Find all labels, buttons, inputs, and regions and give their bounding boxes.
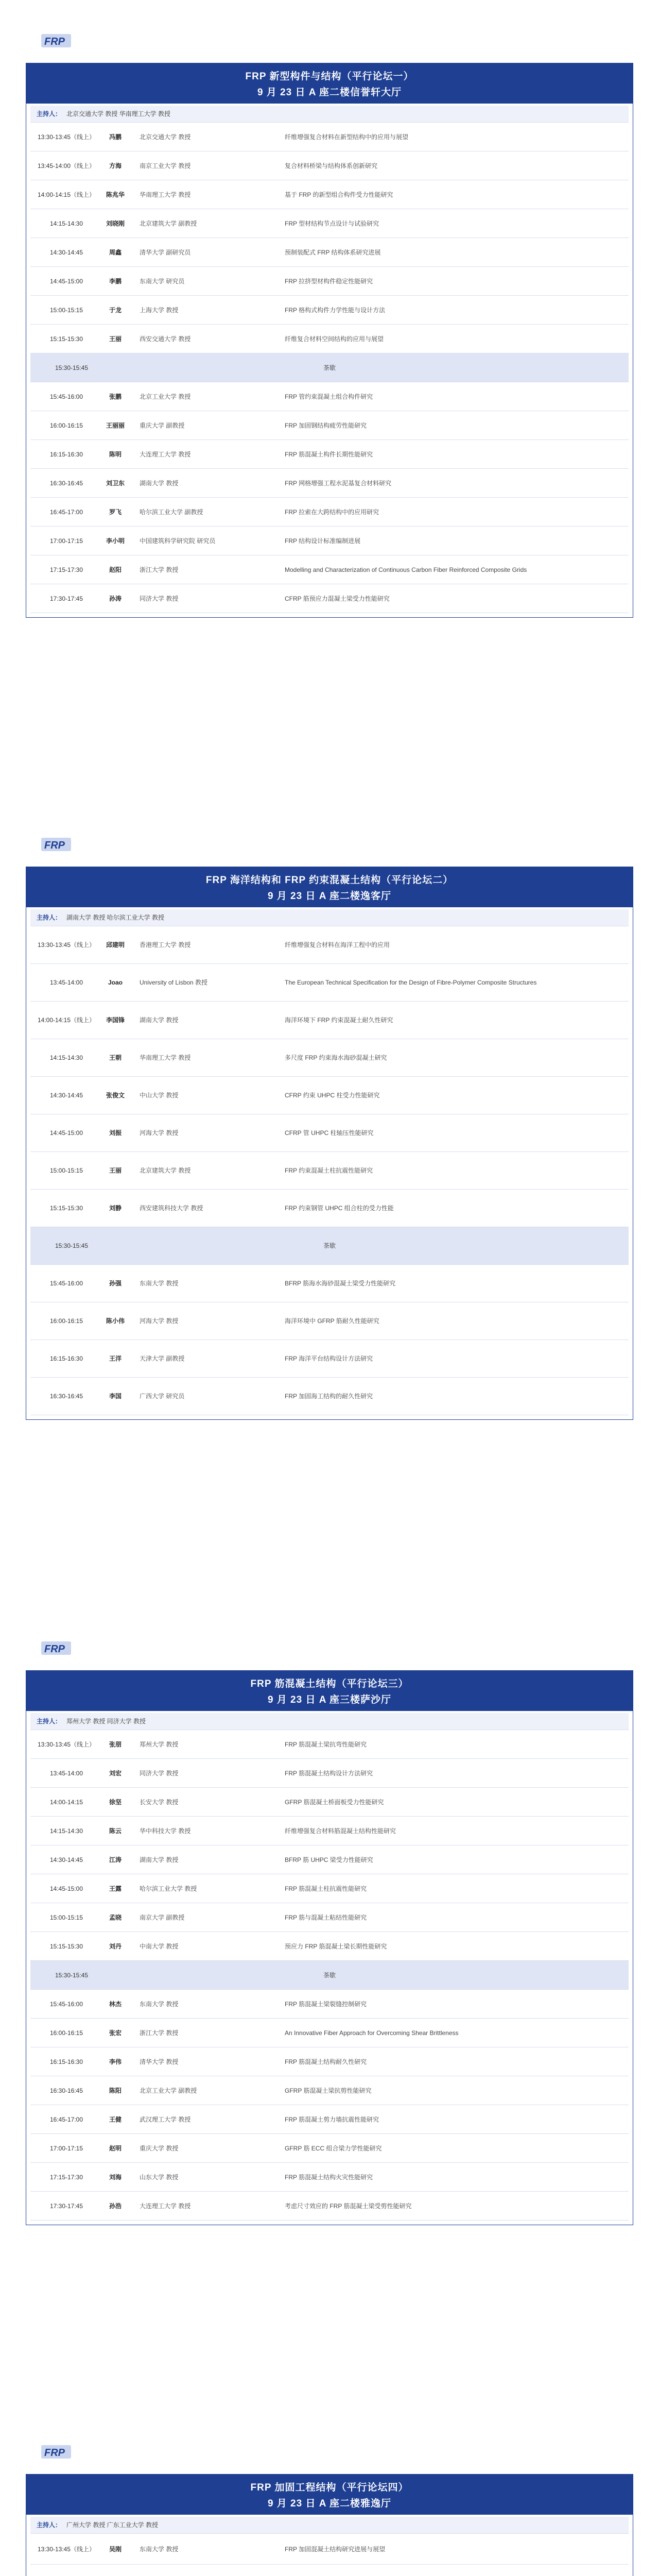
talk-time: 17:30-17:45 — [49, 2202, 83, 2210]
frp-logo-text: FRP — [44, 2447, 65, 2459]
speaker-name: 王丽 — [109, 1167, 122, 1174]
speaker-name: 陈阳 — [109, 2087, 122, 2094]
talk-title: 考虑尺寸效应的 FRP 筋混凝土梁受剪性能研究 — [285, 2202, 412, 2210]
talk-time: 16:30-16:45 — [49, 479, 83, 487]
speaker-org: 长安大学 教授 — [140, 1798, 179, 1806]
speaker-name: 刘宏 — [109, 1769, 122, 1777]
talk-time: 15:45-16:00 — [49, 1280, 83, 1287]
table-row — [30, 1265, 629, 1302]
table-row — [30, 498, 629, 527]
speaker-org: 哈尔滨工业大学 教授 — [140, 1885, 197, 1892]
speaker-name: 陈兆华 — [106, 191, 125, 198]
speaker-org: 北京建筑大学 教授 — [140, 1167, 191, 1174]
speaker-org: 哈尔滨工业大学 副教授 — [140, 508, 203, 516]
speaker-org: University of Lisbon 教授 — [140, 979, 208, 986]
speaker-name: 徐坚 — [109, 1798, 122, 1806]
talk-title: FRP 海洋平台结构设计方法研究 — [285, 1355, 373, 1362]
speaker-name: 张俊文 — [106, 1092, 125, 1099]
table-row — [30, 325, 629, 353]
session-card — [26, 2474, 633, 2576]
talk-time: 16:45-17:00 — [49, 508, 83, 516]
session-table — [26, 907, 633, 1419]
table-row — [30, 209, 629, 238]
frp-logo-icon — [41, 1639, 74, 1657]
talk-title: GFRP 筋混凝土桥面板受力性能研究 — [285, 1798, 384, 1806]
talk-time: 16:15-16:30 — [49, 450, 83, 458]
talk-time: 16:30-16:45 — [49, 2087, 83, 2094]
speaker-org: 重庆大学 教授 — [140, 2144, 179, 2152]
talk-time: 16:00-16:15 — [49, 2029, 83, 2037]
chair-label: 主持人： — [37, 914, 62, 921]
speaker-org: 华中科技大学 教授 — [140, 1827, 191, 1835]
speaker-name: 王洋 — [109, 1355, 122, 1362]
speaker-name: 张鹏 — [109, 393, 122, 400]
frp-logo-text: FRP — [44, 840, 65, 851]
talk-title: FRP 型材结构节点设计与试验研究 — [285, 219, 379, 227]
speaker-name: 王露 — [109, 1885, 122, 1892]
talk-title: FRP 筋混凝土构件长期性能研究 — [285, 450, 373, 458]
speaker-org: 北京工业大学 教授 — [140, 393, 191, 400]
table-row — [30, 2105, 629, 2134]
table-row — [30, 926, 629, 964]
session-card — [26, 63, 633, 618]
talk-title: 复合材料桥梁与结构体系创新研究 — [285, 162, 378, 170]
session-card — [26, 867, 633, 1420]
session-title: FRP 海洋结构和 FRP 约束混凝土结构（平行论坛二） — [205, 875, 454, 886]
table-row — [30, 1190, 629, 1227]
speaker-org: 南京工业大学 教授 — [140, 162, 191, 170]
speaker-org: 中国建筑科学研究院 研究员 — [140, 537, 216, 545]
talk-time: 14:45-15:00 — [49, 1129, 83, 1137]
speaker-org: 浙江大学 教授 — [140, 2029, 179, 2037]
talk-time: 13:30-13:45（线上） — [37, 133, 96, 141]
speaker-name: 邱建明 — [106, 941, 125, 948]
talk-title: FRP 加固海工结构的耐久性研究 — [285, 1393, 373, 1400]
speaker-name: 冯鹏 — [109, 133, 122, 141]
speaker-name: 王朝 — [109, 1054, 122, 1061]
speaker-org: 大连理工大学 教授 — [140, 450, 191, 458]
talk-title: CFRP 管 UHPC 柱轴压性能研究 — [285, 1129, 374, 1137]
speaker-org: 东南大学 研究员 — [140, 277, 185, 285]
speaker-name: 刘静 — [109, 1205, 122, 1212]
talk-time: 13:30-13:45（线上） — [37, 2545, 96, 2553]
session-title: FRP 新型构件与结构（平行论坛一） — [245, 71, 414, 82]
speaker-org: 华南理工大学 教授 — [140, 191, 191, 198]
speaker-org: 武汉理工大学 教授 — [140, 2115, 191, 2123]
talk-time: 16:15-16:30 — [49, 1355, 83, 1362]
speaker-org: 郑州大学 教授 — [140, 1740, 179, 1748]
table-row — [30, 2076, 629, 2105]
chair-label: 主持人： — [37, 1718, 62, 1725]
speaker-org: 湖南大学 教授 — [140, 479, 179, 487]
speaker-name: 陈明 — [109, 450, 122, 458]
table-row — [30, 2565, 629, 2576]
talk-title: The European Technical Specification for the Design of Fibre-Polymer Composite Structures — [285, 979, 537, 986]
talk-title: FRP 加固钢结构疲劳性能研究 — [285, 421, 367, 429]
talk-time: 15:45-16:00 — [49, 2000, 83, 2008]
table-row — [30, 1039, 629, 1077]
talk-title: BFRP 筋海水海砂混凝土梁受力性能研究 — [285, 1280, 396, 1287]
frp-logo-icon — [41, 2443, 74, 2461]
table-row — [30, 123, 629, 151]
frp-logo — [41, 836, 74, 853]
talk-title: FRP 筋混凝土结构设计方法研究 — [285, 1769, 373, 1777]
talk-title: FRP 管约束混凝土组合构件研究 — [285, 393, 373, 400]
speaker-org: 西安建筑科技大学 教授 — [140, 1205, 203, 1212]
session-title: FRP 筋混凝土结构（平行论坛三） — [250, 1679, 409, 1689]
frp-logo — [41, 32, 74, 49]
break-row — [30, 1227, 629, 1265]
talk-time: 14:00-14:15 — [49, 1798, 83, 1806]
table-row — [30, 1759, 629, 1788]
session-title: FRP 加固工程结构（平行论坛四） — [250, 2482, 409, 2493]
speaker-name: 赵阳 — [109, 566, 122, 573]
table-row — [30, 267, 629, 296]
speaker-name: 王丽 — [109, 335, 122, 343]
talk-title: FRP 网格增强工程水泥基复合材料研究 — [285, 479, 392, 487]
talk-time: 14:30-14:45 — [49, 1092, 83, 1099]
speaker-org: 西安交通大学 教授 — [140, 335, 191, 343]
speaker-org: 南京大学 副教授 — [140, 1913, 185, 1921]
speaker-org: 北京交通大学 教授 — [140, 133, 191, 141]
speaker-name: 李国锋 — [106, 1016, 125, 1024]
session-subtitle: 9 月 23 日 A 座二楼逸客厅 — [267, 891, 392, 902]
speaker-org: 山东大学 教授 — [140, 2173, 179, 2181]
table-row — [30, 1077, 629, 1114]
chair-names: 北京交通大学 教授 华南理工大学 教授 — [66, 110, 171, 117]
break-time: 15:30-15:45 — [55, 364, 89, 371]
speaker-name: 刘丹 — [109, 1942, 122, 1950]
talk-time: 13:45-14:00 — [49, 1769, 83, 1777]
speaker-name: 林杰 — [109, 2000, 122, 2008]
talk-title: FRP 筋混凝土梁抗弯性能研究 — [285, 1740, 367, 1748]
speaker-name: 陈云 — [109, 1827, 122, 1835]
session-header — [26, 63, 633, 104]
table-row — [30, 1002, 629, 1039]
speaker-org: 湖南大学 教授 — [140, 1856, 179, 1863]
speaker-name: 孙强 — [109, 1280, 122, 1287]
talk-title: FRP 筋混凝土结构火灾性能研究 — [285, 2173, 373, 2181]
speaker-name: 李鹏 — [109, 277, 122, 285]
table-row — [30, 1730, 629, 1759]
talk-time: 13:45-14:00（线上） — [37, 162, 96, 170]
speaker-name: Joao — [108, 979, 123, 986]
table-row — [30, 1874, 629, 1903]
talk-time: 16:45-17:00 — [49, 2115, 83, 2123]
talk-time: 14:15-14:30 — [49, 1054, 83, 1061]
speaker-name: 吴刚 — [109, 2545, 122, 2553]
table-row — [30, 1990, 629, 2019]
speaker-org: 同济大学 教授 — [140, 595, 179, 602]
session-table — [26, 104, 633, 617]
speaker-org: 东南大学 教授 — [140, 2000, 179, 2008]
talk-title: FRP 加固混凝土结构研究进展与展望 — [285, 2545, 386, 2553]
speaker-name: 周鑫 — [109, 248, 122, 256]
talk-title: FRP 格构式构件力学性能与设计方法 — [285, 306, 386, 314]
speaker-name: 刘卫东 — [106, 479, 125, 487]
speaker-name: 孟晓 — [109, 1913, 122, 1921]
speaker-name: 李伟 — [109, 2058, 122, 2065]
talk-time: 14:00-14:15（线上） — [37, 1016, 96, 1024]
table-row — [30, 964, 629, 1002]
table-row — [30, 1114, 629, 1152]
break-label: 茶歇 — [323, 1242, 336, 1249]
table-row — [30, 527, 629, 555]
talk-time: 13:30-13:45（线上） — [37, 941, 96, 948]
session-subtitle: 9 月 23 日 A 座二楼信誉轩大厅 — [257, 87, 402, 98]
talk-time: 15:00-15:15 — [49, 306, 83, 314]
talk-time: 17:15-17:30 — [49, 2173, 83, 2181]
speaker-name: 孙涛 — [109, 595, 122, 602]
chair-names: 广州大学 教授 广东工业大学 教授 — [66, 2521, 159, 2529]
table-row — [30, 296, 629, 325]
talk-title: 纤维增强复合材料在新型结构中的应用与展望 — [285, 133, 409, 141]
talk-title: FRP 约束钢管 UHPC 组合柱的受力性能 — [285, 1205, 394, 1212]
table-row — [30, 1152, 629, 1190]
talk-time: 14:00-14:15（线上） — [37, 191, 96, 198]
talk-title: 海洋环境中 GFRP 筋耐久性能研究 — [285, 1317, 379, 1325]
table-row — [30, 411, 629, 440]
talk-title: 纤维增强复合材料在海洋工程中的应用 — [285, 941, 390, 948]
session-section — [0, 804, 659, 1607]
speaker-name: 王健 — [109, 2115, 122, 2123]
break-time: 15:30-15:45 — [55, 1242, 89, 1249]
table-row — [30, 1932, 629, 1961]
speaker-name: 李小明 — [106, 537, 125, 545]
talk-title: 预制装配式 FRP 结构体系研究进展 — [285, 248, 381, 256]
speaker-name: 罗飞 — [109, 508, 122, 516]
talk-title: FRP 筋混凝土剪力墙抗震性能研究 — [285, 2115, 379, 2123]
table-row — [30, 2163, 629, 2192]
table-row — [30, 382, 629, 411]
speaker-org: 北京建筑大学 副教授 — [140, 219, 197, 227]
talk-title: FRP 拉索在大跨结构中的应用研究 — [285, 508, 379, 516]
speaker-name: 刘振 — [109, 1129, 122, 1137]
talk-time: 16:15-16:30 — [49, 2058, 83, 2065]
break-time: 15:30-15:45 — [55, 1971, 89, 1979]
session-section — [0, 0, 659, 804]
speaker-org: 重庆大学 副教授 — [140, 421, 185, 429]
speaker-org: 北京工业大学 副教授 — [140, 2087, 197, 2094]
table-row — [30, 2019, 629, 2047]
talk-title: CFRP 筋预应力混凝土梁受力性能研究 — [285, 595, 390, 602]
chair-names: 湖南大学 教授 哈尔滨工业大学 教授 — [66, 914, 165, 921]
speaker-name: 张宏 — [109, 2029, 122, 2037]
talk-time: 15:15-15:30 — [49, 1205, 83, 1212]
frp-logo-icon — [41, 32, 74, 49]
speaker-name: 刘晓刚 — [106, 219, 125, 227]
speaker-org: 中南大学 教授 — [140, 1942, 179, 1950]
talk-title: BFRP 筋 UHPC 梁受力性能研究 — [285, 1856, 373, 1863]
table-row — [30, 555, 629, 584]
frp-logo-text: FRP — [44, 1643, 65, 1655]
talk-title: GFRP 筋混凝土梁抗剪性能研究 — [285, 2087, 372, 2094]
table-row — [30, 1817, 629, 1845]
table-row — [30, 1845, 629, 1874]
talk-title: 基于 FRP 的新型组合构件受力性能研究 — [285, 191, 393, 198]
talk-title: FRP 约束混凝土柱抗震性能研究 — [285, 1167, 373, 1174]
talk-time: 15:45-16:00 — [49, 393, 83, 400]
table-row — [30, 2534, 629, 2565]
speaker-org: 湖南大学 教授 — [140, 1016, 179, 1024]
table-row — [30, 1340, 629, 1378]
session-chairs — [30, 2517, 629, 2534]
speaker-org: 天津大学 副教授 — [140, 1355, 185, 1362]
talk-time: 17:00-17:15 — [49, 537, 83, 545]
talk-title: 预应力 FRP 筋混凝土梁长期性能研究 — [285, 1942, 387, 1950]
talk-title: FRP 筋混凝土梁裂缝控制研究 — [285, 2000, 367, 2008]
talk-time: 16:00-16:15 — [49, 421, 83, 429]
speaker-org: 浙江大学 教授 — [140, 566, 179, 573]
talk-time: 14:30-14:45 — [49, 1856, 83, 1863]
talk-title: Modelling and Characterization of Continuous Carbon Fiber Reinforced Composite Grids — [285, 566, 527, 573]
chair-label: 主持人： — [37, 2521, 62, 2529]
table-row — [30, 584, 629, 613]
table-row — [30, 1378, 629, 1415]
table-row — [30, 2134, 629, 2163]
speaker-name: 方海 — [109, 162, 122, 170]
session-header — [26, 1671, 633, 1711]
speaker-name: 张朋 — [109, 1740, 122, 1748]
break-label: 茶歇 — [323, 364, 336, 371]
session-section — [0, 2411, 659, 2576]
talk-title: FRP 筋混凝土柱抗震性能研究 — [285, 1885, 367, 1892]
talk-time: 15:00-15:15 — [49, 1167, 83, 1174]
frp-logo — [41, 2443, 74, 2461]
talk-time: 17:30-17:45 — [49, 595, 83, 602]
speaker-org: 东南大学 教授 — [140, 1280, 179, 1287]
session-subtitle: 9 月 23 日 A 座三楼萨沙厅 — [267, 1694, 392, 1705]
talk-time: 14:30-14:45 — [49, 248, 83, 256]
table-row — [30, 1302, 629, 1340]
speaker-org: 清华大学 副研究员 — [140, 248, 191, 256]
speaker-org: 大连理工大学 教授 — [140, 2202, 191, 2210]
talk-title: 海洋环境下 FRP 约束混凝土耐久性研究 — [285, 1016, 393, 1024]
speaker-org: 华南理工大学 教授 — [140, 1054, 191, 1061]
talk-time: 14:15-14:30 — [49, 1827, 83, 1835]
speaker-org: 广西大学 研究员 — [140, 1393, 185, 1400]
speaker-org: 中山大学 教授 — [140, 1092, 179, 1099]
talk-time: 14:45-15:00 — [49, 277, 83, 285]
frp-logo-icon — [41, 836, 74, 853]
speaker-name: 刘海 — [109, 2173, 122, 2181]
speaker-org: 同济大学 教授 — [140, 1769, 179, 1777]
talk-time: 15:00-15:15 — [49, 1913, 83, 1921]
session-header — [26, 867, 633, 907]
table-row — [30, 2047, 629, 2076]
session-chairs — [30, 106, 629, 123]
speaker-name: 王丽丽 — [106, 421, 125, 429]
speaker-name: 李国 — [109, 1393, 122, 1400]
chair-names: 郑州大学 教授 同济大学 教授 — [66, 1718, 146, 1725]
frp-logo-text: FRP — [44, 36, 65, 47]
break-row — [30, 1961, 629, 1990]
talk-title: An Innovative Fiber Approach for Overcoming Shear Brittleness — [285, 2029, 459, 2037]
talk-time: 14:15-14:30 — [49, 219, 83, 227]
speaker-org: 上海大学 教授 — [140, 306, 179, 314]
talk-time: 13:30-13:45（线上） — [37, 1740, 96, 1748]
session-table — [26, 2515, 633, 2576]
chair-label: 主持人： — [37, 110, 62, 117]
talk-time: 15:15-15:30 — [49, 1942, 83, 1950]
speaker-org: 河海大学 教授 — [140, 1129, 179, 1137]
table-row — [30, 151, 629, 180]
talk-title: 纤维增强复合材料筋混凝土结构性能研究 — [285, 1827, 396, 1835]
talk-title: 多尺度 FRP 约束海水海砂混凝土研究 — [285, 1054, 387, 1061]
speaker-org: 清华大学 教授 — [140, 2058, 179, 2065]
break-row — [30, 353, 629, 382]
table-row — [30, 1903, 629, 1932]
session-chairs — [30, 1713, 629, 1730]
table-row — [30, 440, 629, 469]
talk-time: 16:30-16:45 — [49, 1393, 83, 1400]
speaker-name: 江涛 — [109, 1856, 122, 1863]
talk-title: FRP 筋混凝土结构耐久性研究 — [285, 2058, 367, 2065]
talk-title: CFRP 约束 UHPC 柱受力性能研究 — [285, 1092, 380, 1099]
table-row — [30, 180, 629, 209]
talk-time: 16:00-16:15 — [49, 1317, 83, 1325]
session-table — [26, 1711, 633, 2225]
session-chairs — [30, 909, 629, 926]
talk-title: FRP 结构设计标准编制进展 — [285, 537, 361, 545]
speaker-name: 于龙 — [109, 306, 122, 314]
session-header — [26, 2475, 633, 2515]
talk-time: 15:15-15:30 — [49, 335, 83, 343]
table-row — [30, 1788, 629, 1817]
talk-title: GFRP 筋 ECC 组合梁力学性能研究 — [285, 2144, 382, 2152]
talk-title: FRP 筋与混凝土粘结性能研究 — [285, 1913, 367, 1921]
talk-time: 14:45-15:00 — [49, 1885, 83, 1892]
speaker-org: 香港理工大学 教授 — [140, 941, 191, 948]
session-subtitle: 9 月 23 日 A 座二楼雅逸厅 — [267, 2498, 392, 2509]
break-label: 茶歇 — [323, 1971, 336, 1979]
talk-title: 纤维复合材料空间结构的应用与展望 — [285, 335, 384, 343]
session-section — [0, 1607, 659, 2411]
table-row — [30, 2192, 629, 2221]
speaker-name: 孙浩 — [109, 2202, 122, 2210]
speaker-name: 赵明 — [109, 2144, 122, 2152]
talk-time: 17:00-17:15 — [49, 2144, 83, 2152]
session-card — [26, 1670, 633, 2225]
speaker-name: 陈小伟 — [106, 1317, 125, 1325]
talk-title: FRP 拉挤型材构件稳定性能研究 — [285, 277, 373, 285]
table-row — [30, 238, 629, 267]
table-row — [30, 469, 629, 498]
speaker-org: 东南大学 教授 — [140, 2545, 179, 2553]
talk-time: 17:15-17:30 — [49, 566, 83, 573]
frp-logo — [41, 1639, 74, 1657]
speaker-org: 河海大学 教授 — [140, 1317, 179, 1325]
talk-time: 13:45-14:00 — [49, 979, 83, 986]
